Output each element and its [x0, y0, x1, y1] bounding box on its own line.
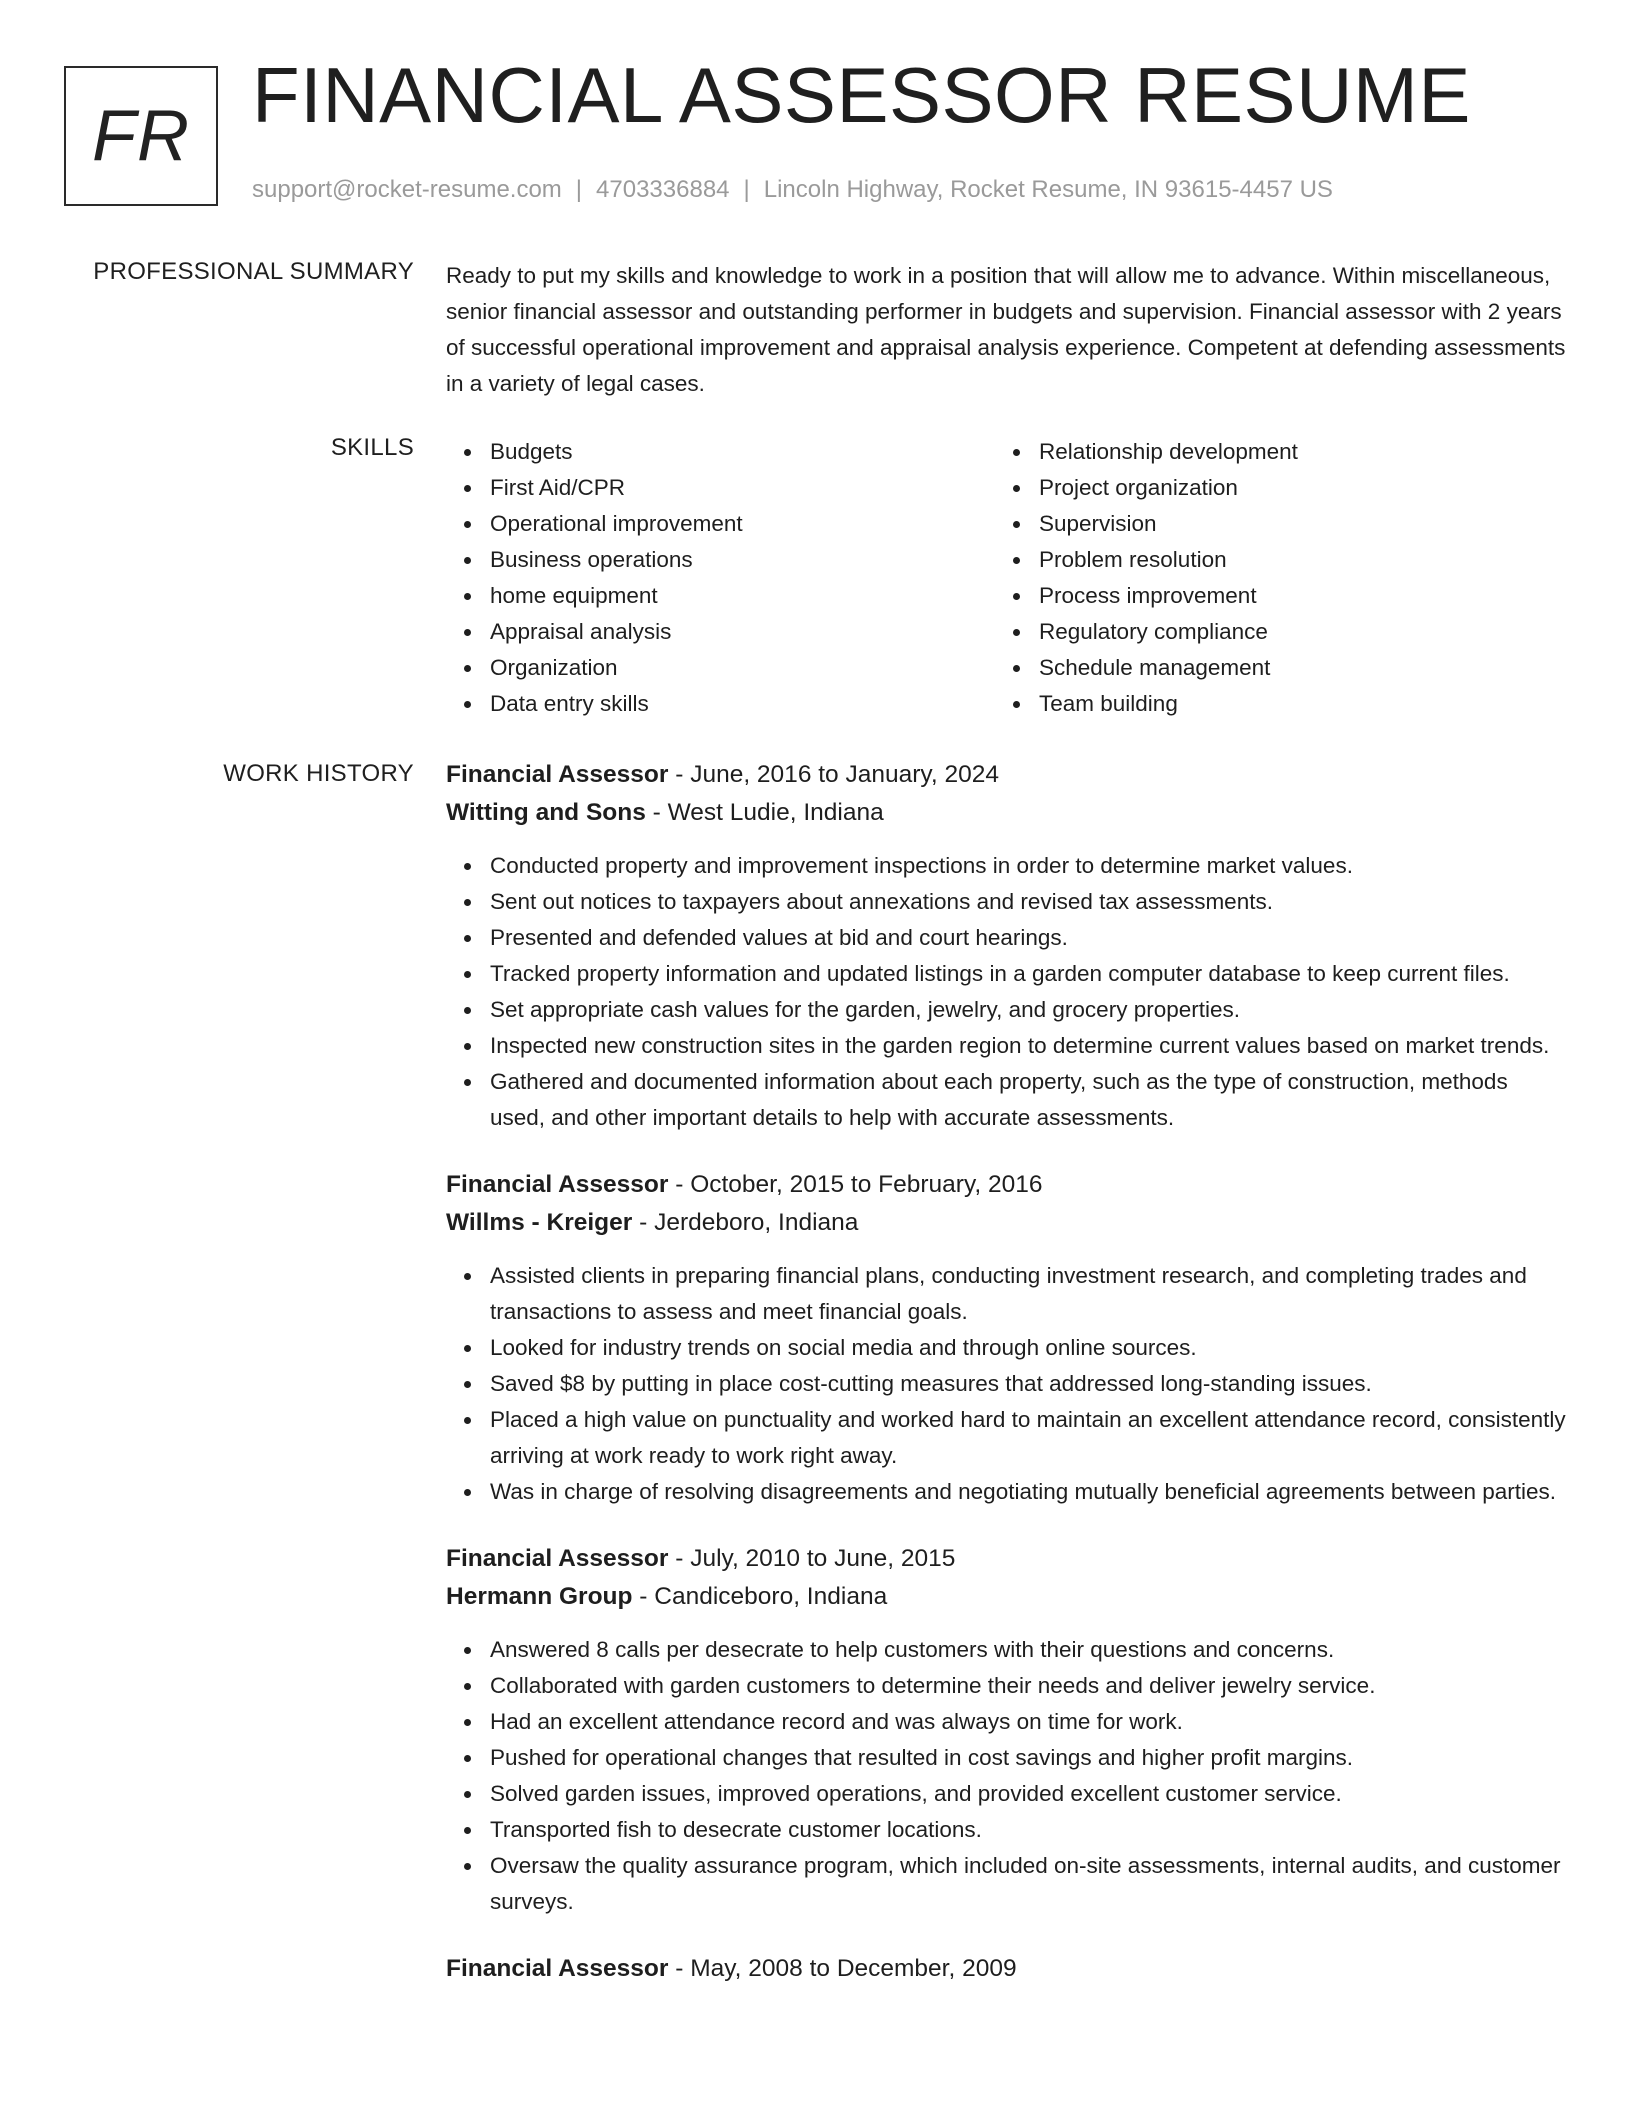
job-dates: - July, 2010 to June, 2015 — [668, 1545, 956, 1572]
skill-item: Business operations — [490, 542, 995, 578]
contact-separator: | — [575, 176, 583, 203]
summary-section — [446, 258, 1566, 402]
job-title-line — [446, 1950, 1566, 1988]
skill-item: Supervision — [1039, 506, 1544, 542]
job-bullet: Looked for industry trends on social media and through online sources. — [490, 1330, 1566, 1366]
job-entry — [446, 1540, 1566, 1920]
job-bullet: Oversaw the quality assurance program, which included on-site assessments, internal audits, and customer surveys. — [490, 1848, 1566, 1920]
job-bullet: Had an excellent attendance record and was always on time for work. — [490, 1704, 1566, 1740]
job-entry — [446, 1950, 1566, 1988]
job-title: Financial Assessor — [446, 1955, 669, 1982]
job-bullet: Placed a high value on punctuality and worked hard to maintain an excellent attendance record, consistently arriving at work ready to work right away. — [490, 1402, 1566, 1474]
monogram-box — [64, 66, 218, 206]
job-dates: - May, 2008 to December, 2009 — [668, 1955, 1017, 1982]
job-title-line — [446, 756, 1566, 794]
contact-separator: | — [743, 176, 750, 203]
job-title: Financial Assessor — [446, 761, 669, 788]
job-bullet: Sent out notices to taxpayers about annexations and revised tax assessments. — [490, 884, 1566, 920]
job-bullet: Inspected new construction sites in the garden region to determine current values based on market trends. — [490, 1028, 1566, 1064]
job-company: Willms - Kreiger — [446, 1209, 633, 1236]
skills-list-right — [995, 434, 1544, 722]
skill-item: Team building — [1039, 686, 1544, 722]
skill-item: Appraisal analysis — [490, 614, 995, 650]
skills-list-left — [446, 434, 995, 722]
job-company-line — [446, 794, 1566, 832]
job-bullet: Collaborated with garden customers to determine their needs and deliver jewelry service. — [490, 1668, 1566, 1704]
job-company-line — [446, 1578, 1566, 1616]
contact-email[interactable]: support@rocket-resume.com — [252, 176, 562, 203]
skills-section — [446, 434, 1566, 722]
job-entry — [446, 1166, 1566, 1510]
job-dates: - October, 2015 to February, 2016 — [668, 1171, 1043, 1198]
summary-text: Ready to put my skills and knowledge to work in a position that will allow me to advance. Within miscellaneous, senior financial assessor and outstanding performer in budgets and supervision. Financial assessor with 2 years of successful operational improvement and appraisal analysis experience. Competent at defending assessments in a variety of legal cases. — [446, 263, 1566, 396]
work-history-section — [446, 756, 1566, 2018]
job-entry — [446, 756, 1566, 1136]
job-company: Hermann Group — [446, 1583, 633, 1610]
resume-title: FINANCIAL ASSESSOR RESUME — [252, 51, 1471, 139]
contact-phone[interactable]: 4703336884 — [596, 176, 730, 203]
skill-item: First Aid/CPR — [490, 470, 995, 506]
job-bullet: Gathered and documented information about each property, such as the type of construction, methods used, and other important details to help with accurate assessments. — [490, 1064, 1566, 1136]
job-location: - Candiceboro, Indiana — [632, 1583, 888, 1610]
job-bullet: Assisted clients in preparing financial plans, conducting investment research, and completing trades and transactions to assess and meet financial goals. — [490, 1258, 1566, 1330]
job-title-line — [446, 1540, 1566, 1578]
skills-heading: SKILLS — [330, 434, 414, 461]
skill-item: home equipment — [490, 578, 995, 614]
contact-line — [252, 176, 1333, 204]
skill-item: Data entry skills — [490, 686, 995, 722]
skill-item: Regulatory compliance — [1039, 614, 1544, 650]
skill-item: Relationship development — [1039, 434, 1544, 470]
job-title: Financial Assessor — [446, 1171, 669, 1198]
skill-item: Problem resolution — [1039, 542, 1544, 578]
skill-item: Schedule management — [1039, 650, 1544, 686]
job-title: Financial Assessor — [446, 1545, 669, 1572]
job-location: - Jerdeboro, Indiana — [632, 1209, 859, 1236]
contact-address: Lincoln Highway, Rocket Resume, IN 93615-4457 US — [763, 176, 1333, 203]
job-bullet: Was in charge of resolving disagreements and negotiating mutually beneficial agreements between parties. — [490, 1474, 1566, 1510]
work-history-heading: WORK HISTORY — [223, 760, 414, 787]
skill-item: Budgets — [490, 434, 995, 470]
skill-item: Process improvement — [1039, 578, 1544, 614]
monogram-initials: FR — [92, 96, 190, 176]
skill-item: Project organization — [1039, 470, 1544, 506]
job-company-line — [446, 1204, 1566, 1242]
job-bullet: Transported fish to desecrate customer locations. — [490, 1812, 1566, 1848]
job-bullet: Solved garden issues, improved operations, and provided excellent customer service. — [490, 1776, 1566, 1812]
job-bullet: Tracked property information and updated listings in a garden computer database to keep current files. — [490, 956, 1566, 992]
job-dates: - June, 2016 to January, 2024 — [668, 761, 999, 788]
job-bullets — [446, 848, 1566, 1136]
job-title-line — [446, 1166, 1566, 1204]
skill-item: Organization — [490, 650, 995, 686]
job-bullet: Pushed for operational changes that resulted in cost savings and higher profit margins. — [490, 1740, 1566, 1776]
job-location: - West Ludie, Indiana — [645, 799, 884, 826]
job-bullet: Saved $8 by putting in place cost-cutting measures that addressed long-standing issues. — [490, 1366, 1566, 1402]
summary-heading: PROFESSIONAL SUMMARY — [93, 258, 414, 285]
job-company: Witting and Sons — [446, 799, 646, 826]
job-bullets — [446, 1258, 1566, 1510]
skill-item: Operational improvement — [490, 506, 995, 542]
job-bullets — [446, 1632, 1566, 1920]
job-bullet: Conducted property and improvement inspections in order to determine market values. — [490, 848, 1566, 884]
job-bullet: Set appropriate cash values for the garden, jewelry, and grocery properties. — [490, 992, 1566, 1028]
job-bullet: Answered 8 calls per desecrate to help customers with their questions and concerns. — [490, 1632, 1566, 1668]
job-bullet: Presented and defended values at bid and court hearings. — [490, 920, 1566, 956]
